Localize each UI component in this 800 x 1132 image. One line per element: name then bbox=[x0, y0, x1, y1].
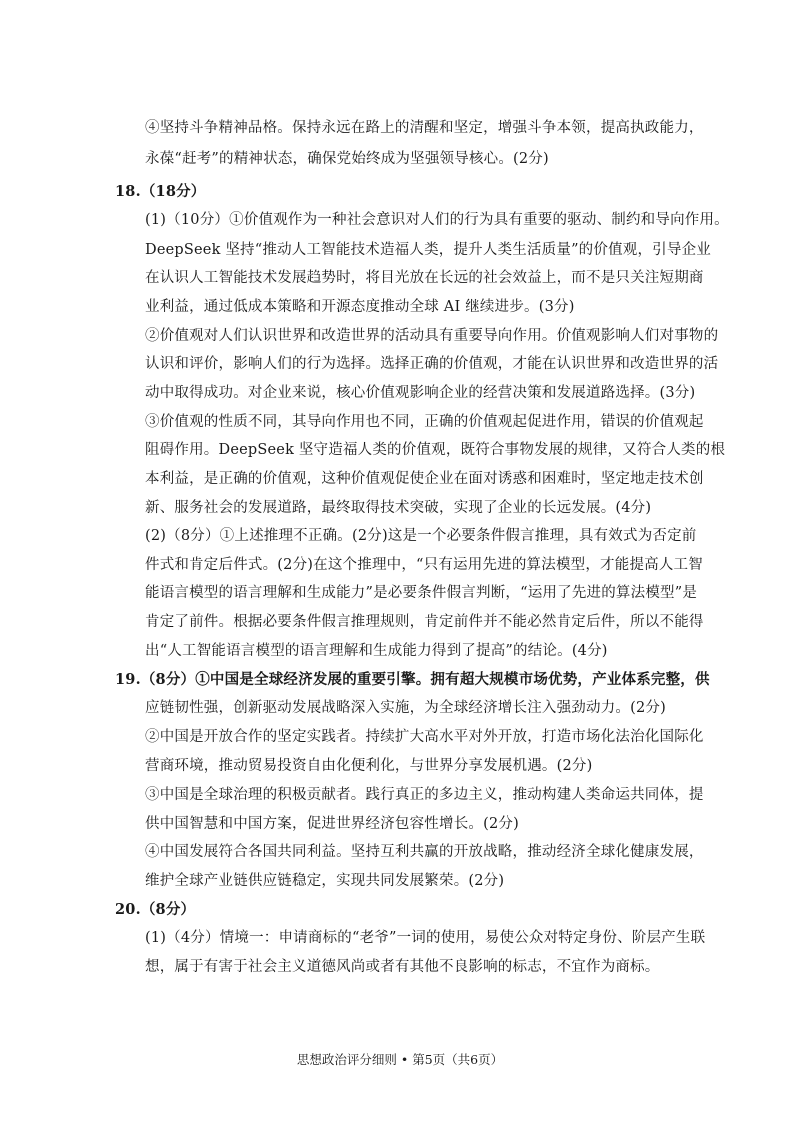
text-line: ②中国是开放合作的坚定实践者。持续扩大高水平对外开放，打造市场化法治化国际化 bbox=[145, 729, 704, 745]
text-line: ②价值观对人们认识世界和改造世界的活动具有重要导向作用。价值观影响人们对事物的 bbox=[145, 328, 719, 344]
text-line: 阻碍作用。DeepSeek 坚守造福人类的价值观，既符合事物发展的规律，又符合人类的根 bbox=[145, 442, 726, 458]
text-line: (1)（4分）情境一：申请商标的“老爷”一词的使用，易使公众对特定身份、阶层产生联 bbox=[145, 930, 706, 946]
text-line: (2)（8分）①上述推理不正确。(2分)这是一个必要条件假言推理，具有效式为否定前 bbox=[145, 528, 697, 544]
text-line: 营商环境，推动贸易投资自由化便利化，与世界分享发展机遇。(2分) bbox=[145, 758, 593, 774]
text-line: 应链韧性强，创新驱动发展战略深入实施，为全球经济增长注入强劲动力。(2分) bbox=[145, 700, 666, 716]
question-18-heading: 18.（18分） bbox=[115, 183, 206, 200]
question-20-heading: 20.（8分） bbox=[115, 901, 196, 918]
text-line: 动中取得成功。对企业来说，核心价值观影响企业的经营决策和发展道路选择。(3分) bbox=[145, 385, 696, 401]
text-line: 在认识人工智能技术发展趋势时，将目光放在长远的社会效益上，而不是只关注短期商 bbox=[145, 270, 704, 286]
text-line: ③价值观的性质不同，其导向作用也不同，正确的价值观起促进作用，错误的价值观起 bbox=[145, 414, 704, 430]
page-footer: 思想政治评分细则 • 第5页（共6页） bbox=[296, 1052, 504, 1067]
text-line: (1)（10分）①价值观作为一种社会意识对人们的行为具有重要的驱动、制约和导向作用。 bbox=[145, 212, 729, 228]
text-line: ④中国发展符合各国共同利益。坚持互利共赢的开放战略，推动经济全球化健康发展， bbox=[145, 844, 704, 860]
text-line: 肯定了前件。根据必要条件假言推理规则，肯定前件并不能必然肯定后件，所以不能得 bbox=[145, 614, 704, 630]
text-line: 永葆“赶考”的精神状态，确保党始终成为坚强领导核心。(2分) bbox=[145, 151, 549, 167]
text-line: 出“人工智能语言模型的语言理解和生成能力得到了提高”的结论。(4分) bbox=[145, 643, 608, 659]
text-line: 想，属于有害于社会主义道德风尚或者有其他不良影响的标志，不宜作为商标。 bbox=[145, 959, 660, 975]
text-line: 能语言模型的语言理解和生成能力”是必要条件假言判断，“运用了先进的算法模型”是 bbox=[145, 585, 698, 601]
question-19-heading: 19.（8分）①中国是全球经济发展的重要引擎。拥有超大规模市场优势，产业体系完整，供 bbox=[115, 671, 710, 688]
text-line: 本利益，是正确的价值观，这种价值观促使企业在面对诱惑和困难时，坚定地走技术创 bbox=[145, 471, 704, 487]
text-line: DeepSeek 坚持“推动人工智能技术造福人类，提升人类生活质量”的价值观，引导企业 bbox=[145, 242, 711, 258]
text-line: 件式和肯定后件式。(2分)在这个推理中，“只有运用先进的算法模型，才能提高人工智 bbox=[145, 557, 703, 573]
text-line: 新、服务社会的发展道路，最终取得技术突破，实现了企业的长远发展。(4分) bbox=[145, 500, 652, 516]
text-line: 维护全球产业链供应链稳定，实现共同发展繁荣。(2分) bbox=[145, 873, 505, 889]
text-line: 认识和评价，影响人们的行为选择。选择正确的价值观，才能在认识世界和改造世界的活 bbox=[145, 356, 719, 372]
text-line: ③中国是全球治理的积极贡献者。践行真正的多边主义，推动构建人类命运共同体，提 bbox=[145, 787, 704, 803]
text-line: ④坚持斗争精神品格。保持永远在路上的清醒和坚定，增强斗争本领，提高执政能力， bbox=[145, 120, 704, 136]
text-line: 业利益，通过低成本策略和开源态度推动全球 AI 继续进步。(3分) bbox=[145, 299, 575, 315]
text-line: 供中国智慧和中国方案，促进世界经济包容性增长。(2分) bbox=[145, 816, 519, 832]
